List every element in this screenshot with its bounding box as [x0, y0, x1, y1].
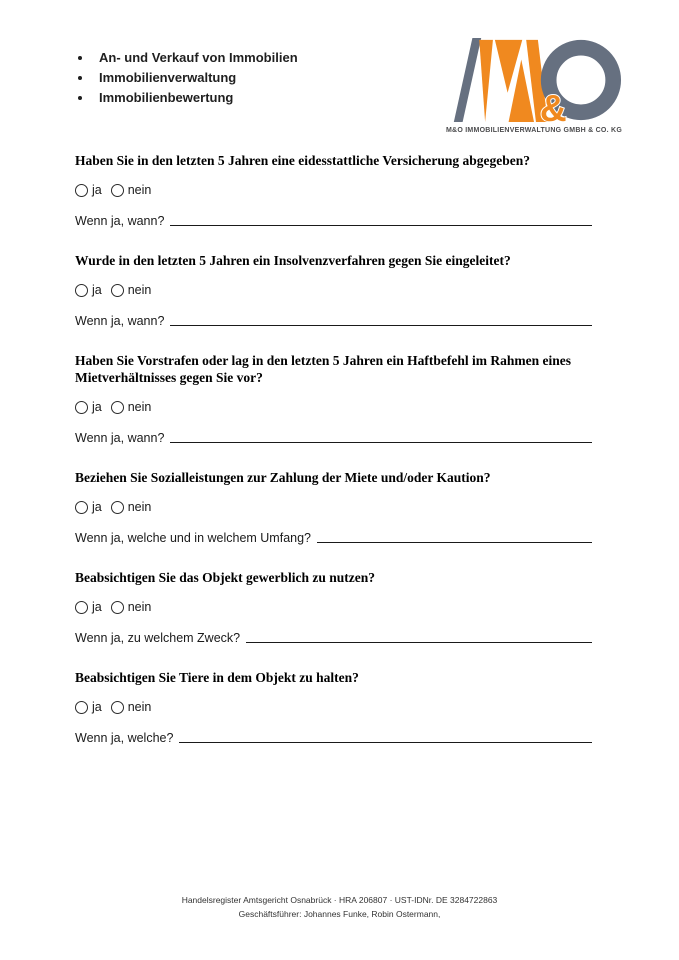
radio-nein[interactable] [111, 601, 124, 614]
answer-blank-line[interactable] [179, 741, 592, 743]
followup-row [75, 431, 592, 445]
service-list-item: • Immobilienverwaltung [93, 68, 298, 88]
question-block [75, 469, 592, 545]
company-logo [443, 36, 625, 134]
followup-label: Wenn ja, welche und in welchem Umfang? [75, 531, 312, 545]
footer-management-line: Geschäftsführer: Johannes Funke, Robin Ostermann, [238, 908, 441, 919]
answer-blank-line[interactable] [317, 541, 592, 543]
footer-registry-line: Handelsregister Amtsgericht Osnabrück · HRA 206807 · UST-IDNr. DE 3284722863 [181, 895, 498, 905]
radio-nein[interactable] [111, 284, 124, 297]
logo-caption: M&O IMMOBILIENVERWALTUNG GMBH & CO. KG [445, 127, 623, 134]
radio-nein-label: nein [127, 400, 152, 414]
service-list-item: • An- und Verkauf von Immobilien [93, 48, 298, 68]
question-text: Beabsichtigen Sie Tiere in dem Objekt zu halten? [75, 670, 359, 685]
question-block [75, 669, 592, 745]
radio-nein[interactable] [111, 184, 124, 197]
answer-blank-line[interactable] [170, 441, 592, 443]
radio-ja[interactable] [75, 501, 88, 514]
radio-nein-label: nein [127, 500, 152, 514]
followup-row [75, 214, 592, 228]
radio-ja[interactable] [75, 401, 88, 414]
answer-blank-line[interactable] [170, 324, 592, 326]
radio-ja-label: ja [92, 400, 102, 414]
followup-label: Wenn ja, wann? [75, 431, 165, 445]
question-text: Beabsichtigen Sie das Objekt gewerblich zu nutzen? [75, 570, 376, 585]
yes-no-row [75, 283, 592, 297]
radio-nein-label: nein [127, 700, 152, 714]
radio-ja[interactable] [75, 601, 88, 614]
radio-ja-label: ja [92, 183, 102, 197]
radio-ja[interactable] [75, 284, 88, 297]
radio-nein-label: nein [127, 600, 152, 614]
radio-nein[interactable] [111, 701, 124, 714]
radio-ja[interactable] [75, 701, 88, 714]
question-text: Haben Sie Vorstrafen oder lag in den letzten 5 Jahren ein Haftbefehl im Rahmen eines Mietverhältnisses gegen Sie vor? [75, 353, 571, 385]
question-block [75, 252, 592, 328]
yes-no-row [75, 700, 592, 714]
radio-nein[interactable] [111, 401, 124, 414]
page-footer [0, 894, 679, 921]
questions-section [75, 152, 592, 745]
mo-logo-icon [446, 36, 622, 124]
page-header [75, 40, 623, 134]
question-block [75, 569, 592, 645]
radio-ja-label: ja [92, 500, 102, 514]
service-list-item: • Immobilienbewertung [93, 88, 298, 108]
radio-ja-label: ja [92, 283, 102, 297]
question-text: Haben Sie in den letzten 5 Jahren eine eidesstattliche Versicherung abgegeben? [75, 153, 530, 168]
answer-blank-line[interactable] [170, 224, 592, 226]
yes-no-row [75, 400, 592, 414]
radio-nein[interactable] [111, 501, 124, 514]
question-text: Beziehen Sie Sozialleistungen zur Zahlung der Miete und/oder Kaution? [75, 470, 491, 485]
followup-label: Wenn ja, wann? [75, 214, 165, 228]
question-block [75, 152, 592, 228]
answer-blank-line[interactable] [246, 641, 592, 643]
followup-row [75, 531, 592, 545]
radio-nein-label: nein [127, 283, 152, 297]
radio-ja[interactable] [75, 184, 88, 197]
radio-ja-label: ja [92, 600, 102, 614]
radio-nein-label: nein [127, 183, 152, 197]
followup-row [75, 631, 592, 645]
services-list [75, 48, 298, 108]
followup-label: Wenn ja, wann? [75, 314, 165, 328]
yes-no-row [75, 183, 592, 197]
yes-no-row [75, 500, 592, 514]
svg-text:&: & [539, 87, 567, 124]
followup-row [75, 731, 592, 745]
question-text: Wurde in den letzten 5 Jahren ein Insolvenzverfahren gegen Sie eingeleitet? [75, 253, 511, 268]
yes-no-row [75, 600, 592, 614]
radio-ja-label: ja [92, 700, 102, 714]
followup-label: Wenn ja, welche? [75, 731, 174, 745]
followup-label: Wenn ja, zu welchem Zweck? [75, 631, 241, 645]
question-block [75, 352, 592, 445]
followup-row [75, 314, 592, 328]
